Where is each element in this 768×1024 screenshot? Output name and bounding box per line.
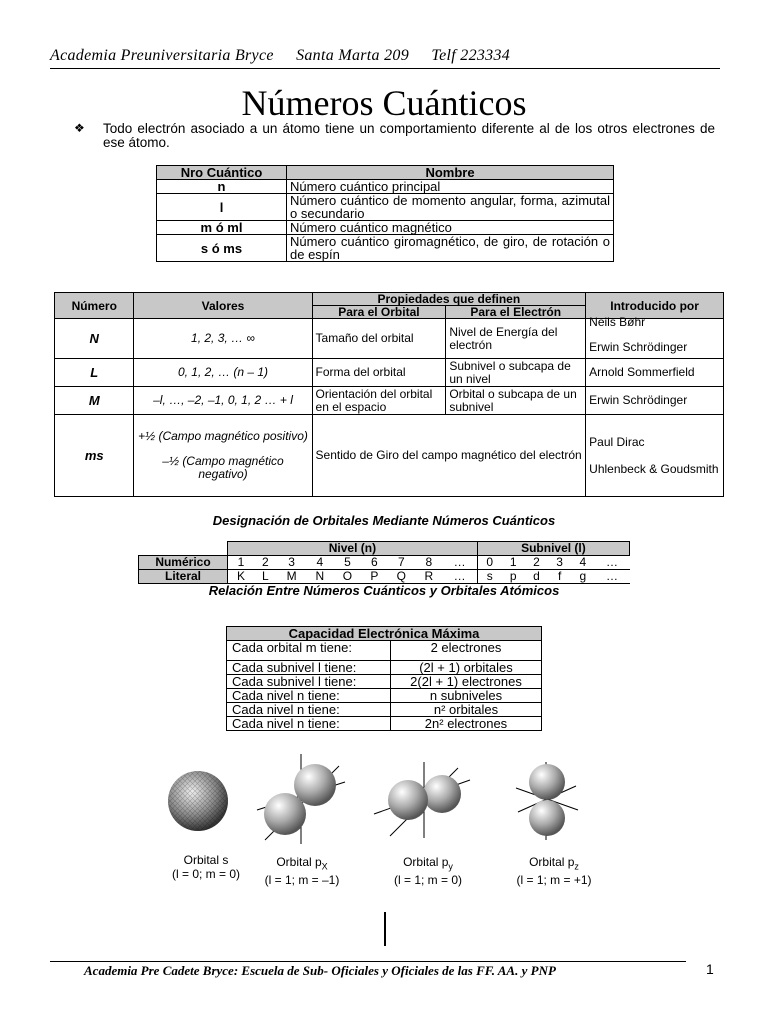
table-header: Nivel (n) bbox=[228, 542, 478, 556]
table-cell: 4 bbox=[306, 556, 333, 570]
table-cell: Cada nivel n tiene: bbox=[227, 689, 391, 703]
orbital-px-label bbox=[242, 855, 362, 887]
table-cell: Cada subnivel l tiene: bbox=[227, 675, 391, 689]
orbital-designation-table bbox=[138, 541, 630, 584]
table-cell: 2(2l + 1) electrones bbox=[391, 675, 542, 689]
table-cell: n² orbitales bbox=[391, 703, 542, 717]
table-header: Subnivel (l) bbox=[477, 542, 629, 556]
table-cell: L bbox=[254, 570, 277, 584]
orbital-px-image bbox=[255, 752, 347, 846]
table-cell: Orbital o subcapa de un subnivel bbox=[446, 387, 586, 415]
table-row bbox=[227, 703, 542, 717]
table-cell: Forma del orbital bbox=[312, 359, 446, 387]
table-row bbox=[227, 675, 542, 689]
table-cell: 8 bbox=[415, 556, 442, 570]
electronic-capacity-table bbox=[226, 626, 542, 731]
table-cell bbox=[586, 415, 724, 497]
table-cell: 3 bbox=[277, 556, 307, 570]
orbital-pz-label bbox=[494, 855, 614, 887]
table-cell: Subnivel o subcapa de un nivel bbox=[446, 359, 586, 387]
table-cell: s bbox=[477, 570, 501, 584]
table-cell: Q bbox=[387, 570, 415, 584]
table-cell: Tamaño del orbital bbox=[312, 319, 446, 359]
caption-designation: Designación de Orbitales Mediante Números Cuánticos bbox=[212, 513, 556, 528]
orbital-name: Orbital s bbox=[183, 853, 229, 867]
table-header: Para el Electrón bbox=[446, 306, 586, 319]
introducer-name: Neils Bøhr bbox=[589, 314, 646, 329]
table-cell: f bbox=[548, 570, 571, 584]
table-cell: Sentido de Giro del campo magnético del electrón bbox=[312, 415, 586, 497]
spin-value-positive: +½ (Campo magnético positivo) bbox=[138, 429, 308, 443]
table-cell: … bbox=[442, 570, 477, 584]
table-cell: m ó ml bbox=[157, 221, 287, 235]
table-cell: 6 bbox=[362, 556, 388, 570]
table-row bbox=[55, 387, 724, 415]
table-cell: 1 bbox=[502, 556, 525, 570]
orbital-name: Orbital $p_X$ bbox=[276, 855, 328, 872]
table-header: Propiedades que definen bbox=[312, 293, 586, 306]
header-phone: Telf 223334 bbox=[431, 47, 511, 64]
orbital-name: Orbital $p_z$ bbox=[529, 855, 579, 872]
table-cell: ms bbox=[55, 415, 134, 497]
table-cell: 4 bbox=[571, 556, 594, 570]
table-cell: … bbox=[594, 570, 629, 584]
table-row bbox=[227, 661, 542, 675]
table-cell: 5 bbox=[333, 556, 361, 570]
table-cell: M bbox=[55, 387, 134, 415]
table-header: Para el Orbital bbox=[312, 306, 446, 319]
table-row bbox=[139, 570, 630, 584]
orbital-quantum: (l = 1; m = –1) bbox=[264, 873, 340, 888]
table-header: Introducido por bbox=[586, 293, 724, 319]
orbital-quantum: (l = 1; m = 0) bbox=[393, 873, 463, 888]
orbital-s-image bbox=[160, 766, 236, 836]
table-row bbox=[157, 180, 614, 194]
orbital-pz-image bbox=[512, 760, 582, 842]
table-cell: K bbox=[228, 570, 255, 584]
table-row bbox=[227, 689, 542, 703]
table-cell: Cada nivel n tiene: bbox=[227, 703, 391, 717]
header-divider bbox=[50, 68, 720, 69]
table-cell: l bbox=[157, 194, 287, 221]
footer-text: Academia Pre Cadete Bryce: Escuela de Sub- Oficiales y Oficiales de las FF. AA. y PNP bbox=[84, 963, 556, 978]
table-cell: 2n² electrones bbox=[391, 717, 542, 731]
orbital-py-label bbox=[368, 855, 488, 887]
table-cell: Arnold Sommerfield bbox=[586, 359, 724, 387]
page-header bbox=[50, 47, 720, 65]
table-row bbox=[157, 235, 614, 262]
table-cell: Orientación del orbital en el espacio bbox=[312, 387, 446, 415]
quantum-numbers-properties-table bbox=[54, 292, 724, 497]
table-cell: 1 bbox=[228, 556, 255, 570]
table-cell: Cada nivel n tiene: bbox=[227, 717, 391, 731]
table-cell: 7 bbox=[387, 556, 415, 570]
table-cell: n subniveles bbox=[391, 689, 542, 703]
table-cell: (2l + 1) orbitales bbox=[391, 661, 542, 675]
table-row bbox=[139, 556, 630, 570]
table-cell: R bbox=[415, 570, 442, 584]
table-cell: 2 electrones bbox=[391, 641, 542, 661]
caption-relation: Relación Entre Números Cuánticos y Orbitales Atómicos bbox=[208, 583, 560, 598]
table-row bbox=[157, 194, 614, 221]
table-cell: Erwin Schrödinger bbox=[586, 387, 724, 415]
spin-value-negative: –½ (Campo magnético negativo) bbox=[162, 454, 284, 481]
table-header: Nombre bbox=[287, 166, 614, 180]
table-row bbox=[55, 359, 724, 387]
table-cell: 0 bbox=[477, 556, 501, 570]
table-cell: d bbox=[525, 570, 548, 584]
introducer-name: Paul Dirac bbox=[589, 434, 645, 449]
table-cell: O bbox=[333, 570, 361, 584]
orbital-quantum: (l = 1; m = +1) bbox=[516, 873, 592, 888]
table-cell: … bbox=[594, 556, 629, 570]
table-cell: … bbox=[442, 556, 477, 570]
row-label: Numérico bbox=[139, 556, 228, 570]
table-cell: Número cuántico de momento angular, forma, azimutal o secundario bbox=[287, 194, 614, 221]
table-cell: Número cuántico giromagnético, de giro, de rotación o de espín bbox=[287, 235, 614, 262]
table-cell: s ó ms bbox=[157, 235, 287, 262]
table-cell: 1, 2, 3, … ∞ bbox=[134, 319, 312, 359]
table-cell: Nivel de Energía del electrón bbox=[446, 319, 586, 359]
table-cell: Cada orbital m tiene: bbox=[227, 641, 391, 661]
table-cell: –l, …, –2, –1, 0, 1, 2 … + l bbox=[134, 387, 312, 415]
table-cell bbox=[586, 314, 724, 359]
orbital-name: Orbital $p_y$ bbox=[403, 855, 453, 872]
table-cell: n bbox=[157, 180, 287, 194]
table-cell bbox=[134, 415, 312, 497]
table-row bbox=[227, 717, 542, 731]
table-cell: L bbox=[55, 359, 134, 387]
header-address: Santa Marta 209 bbox=[296, 47, 410, 64]
table-header: Valores bbox=[134, 293, 312, 319]
footer-divider bbox=[50, 961, 686, 962]
table-cell: 0, 1, 2, … (n – 1) bbox=[134, 359, 312, 387]
bullet-icon: ❖ bbox=[74, 121, 85, 135]
table-cell: Número cuántico magnético bbox=[287, 221, 614, 235]
intro-text: Todo electrón asociado a un átomo tiene un comportamiento diferente al de los otros electrones de ese átomo. bbox=[103, 121, 715, 150]
table-cell: Número cuántico principal bbox=[287, 180, 614, 194]
row-label: Literal bbox=[139, 570, 228, 584]
page-title: Números Cuánticos bbox=[241, 83, 527, 123]
table-header: Capacidad Electrónica Máxima bbox=[227, 627, 542, 641]
table-cell: g bbox=[571, 570, 594, 584]
introducer-name: Uhlenbeck & Goudsmith bbox=[589, 461, 719, 476]
table-row bbox=[55, 415, 724, 497]
table-cell: 2 bbox=[254, 556, 277, 570]
table-cell: Cada subnivel l tiene: bbox=[227, 661, 391, 675]
table-cell: M bbox=[277, 570, 307, 584]
orbital-py-image bbox=[372, 760, 472, 840]
table-cell: P bbox=[362, 570, 388, 584]
table-header: Nro Cuántico bbox=[157, 166, 287, 180]
vertical-mark bbox=[384, 912, 386, 946]
header-academy: Academia Preuniversitaria Bryce bbox=[50, 47, 274, 64]
table-cell: 2 bbox=[525, 556, 548, 570]
quantum-numbers-names-table bbox=[156, 165, 614, 262]
introducer-name: Erwin Schrödinger bbox=[589, 339, 688, 354]
table-cell: N bbox=[55, 319, 134, 359]
table-cell: 3 bbox=[548, 556, 571, 570]
table-row bbox=[55, 319, 724, 359]
table-header: Número bbox=[55, 293, 134, 319]
table-row bbox=[157, 221, 614, 235]
orbital-quantum: (l = 0; m = 0) bbox=[171, 867, 241, 881]
table-row bbox=[227, 641, 542, 661]
table-cell: N bbox=[306, 570, 333, 584]
table-cell: p bbox=[502, 570, 525, 584]
page-number: 1 bbox=[706, 961, 714, 977]
